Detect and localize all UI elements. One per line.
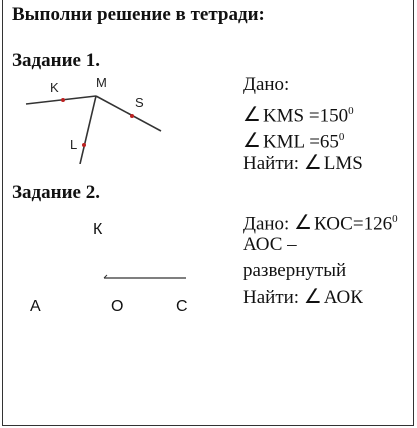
angle-icon: ∠ — [243, 130, 261, 153]
task2-given — [243, 206, 411, 310]
ray-ml — [80, 96, 96, 164]
angle-icon: ∠ — [303, 152, 322, 174]
task1-given — [243, 72, 363, 176]
angle-icon: ∠ — [303, 286, 322, 308]
task2-label-a: А — [30, 298, 41, 315]
task2-given-line3: развернутый — [243, 260, 347, 281]
point-k — [61, 98, 65, 102]
label-l: L — [70, 137, 78, 152]
label-m: M — [96, 75, 107, 90]
task1-given-label: Дано: — [243, 74, 290, 95]
task2-label-k: К — [93, 221, 103, 238]
task1-find: Найти: ∠ LMS — [243, 152, 363, 174]
angle-icon: ∠ — [294, 212, 313, 235]
task2-label-c: С — [176, 298, 188, 315]
label-s: S — [135, 95, 144, 110]
task1-given-line2: ∠ KML $=65^0$ — [243, 130, 345, 153]
point-l — [82, 143, 86, 147]
point-s — [130, 114, 134, 118]
task1-title: Задание 1. — [12, 50, 100, 71]
task2-given-line1: Дано: ∠ $КОС=126^0$ — [243, 212, 398, 235]
task2-find: Найти: ∠ АОК — [243, 286, 363, 308]
page-heading: Выполни решение в тетради: — [12, 4, 265, 25]
ray-ms — [96, 96, 161, 131]
task1-figure — [20, 74, 170, 164]
label-k: K — [50, 80, 59, 95]
angle-icon: ∠ — [243, 104, 261, 127]
task1-given-line1: ∠ KMS $=150^0$ — [243, 104, 354, 127]
task2-title: Задание 2. — [12, 182, 100, 203]
task2-given-line2: АОС – — [243, 234, 297, 255]
task2-label-o: О — [111, 298, 124, 315]
task2-figure — [100, 272, 190, 284]
